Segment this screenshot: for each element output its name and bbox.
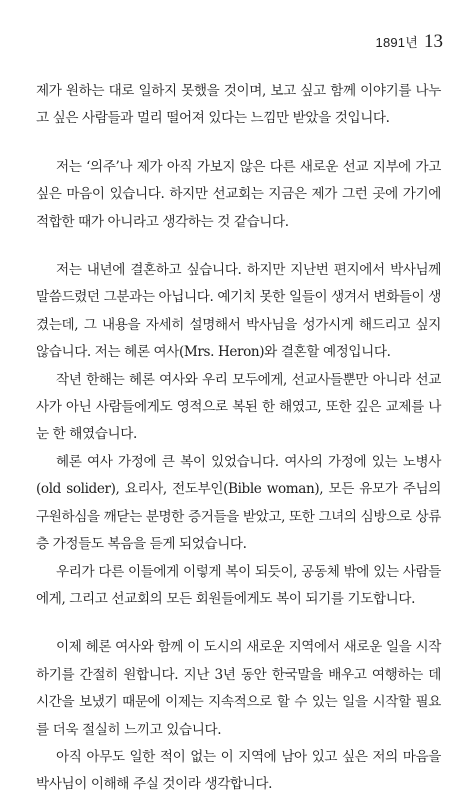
page-number: 13: [424, 31, 443, 52]
paragraph-closing: 아직 아무도 일한 적이 없는 이 지역에 남아 있고 싶은 저의 마음을 박사님이 이해해 주실 것이라 생각합니다.: [36, 748, 441, 793]
body-text: [36, 78, 441, 799]
paragraph-last-year: 작년 한해는 헤론 여사와 우리 모두에게, 선교사들뿐만 아니라 선교사가 아닌 사람들에게도 영적으로 복된 한 해였고, 또한 깊은 교제를 나눈 한 해였습니다.: [36, 371, 441, 443]
paragraph-prayer: 우리가 다른 이들에게 이렇게 복이 되듯이, 공동체 밖에 있는 사람들에게, 그리고 선교회의 모든 회원들에게도 복이 되기를 기도합니다.: [36, 563, 441, 607]
paragraph-marriage: 저는 내년에 결혼하고 싶습니다. 하지만 지난번 편지에서 박사님께 말씀드렸던 그분과는 아닙니다. 예기치 못한 일들이 생겨서 변화들이 생겼는데, 그 내용을 자세히 설명해서 박사님을 성가시게 해드리고 싶지 않습니다. 저는 헤론 여사(Mrs. Heron)와 결혼할 예정입니다.: [36, 262, 441, 361]
paragraph-new-work: 이제 헤론 여사와 함께 이 도시의 새로운 지역에서 새로운 일을 시작하기를 간절히 원합니다. 지난 3년 동안 한국말을 배우고 여행하는 데 시간을 보냈기 때문에 이제는 지속적으로 할 수 있는 일을 시작할 필요를 더욱 절실히 느끼고 있습니다.: [36, 639, 441, 738]
running-header: [376, 31, 443, 53]
paragraph-continuation: 제가 원하는 대로 일하지 못했을 것이며, 보고 싶고 함께 이야기를 나누고 싶은 사람들과 멀리 떨어져 있다는 느낌만 받았을 것입니다.: [36, 83, 441, 127]
paragraph-uiju: 저는 ‘의주’나 제가 아직 가보지 않은 다른 새로운 선교 지부에 가고 싶은 마음이 있습니다. 하지만 선교회는 지금은 제가 그런 곳에 가기에 적합한 때가 아니라고 생각하는 것 같습니다.: [36, 158, 441, 230]
running-header-year: 1891년: [375, 35, 418, 50]
paragraph-household: 헤론 여사 가정에 큰 복이 있었습니다. 여사의 가정에 있는 노병사(old solider), 요리사, 전도부인(Bible woman), 모든 유모가 주님의 구원하심을 깨닫는 분명한 증거들을 받았고, 또한 그녀의 심방으로 상류층 가정들도 복음을 듣게 되었습니다.: [36, 453, 441, 553]
